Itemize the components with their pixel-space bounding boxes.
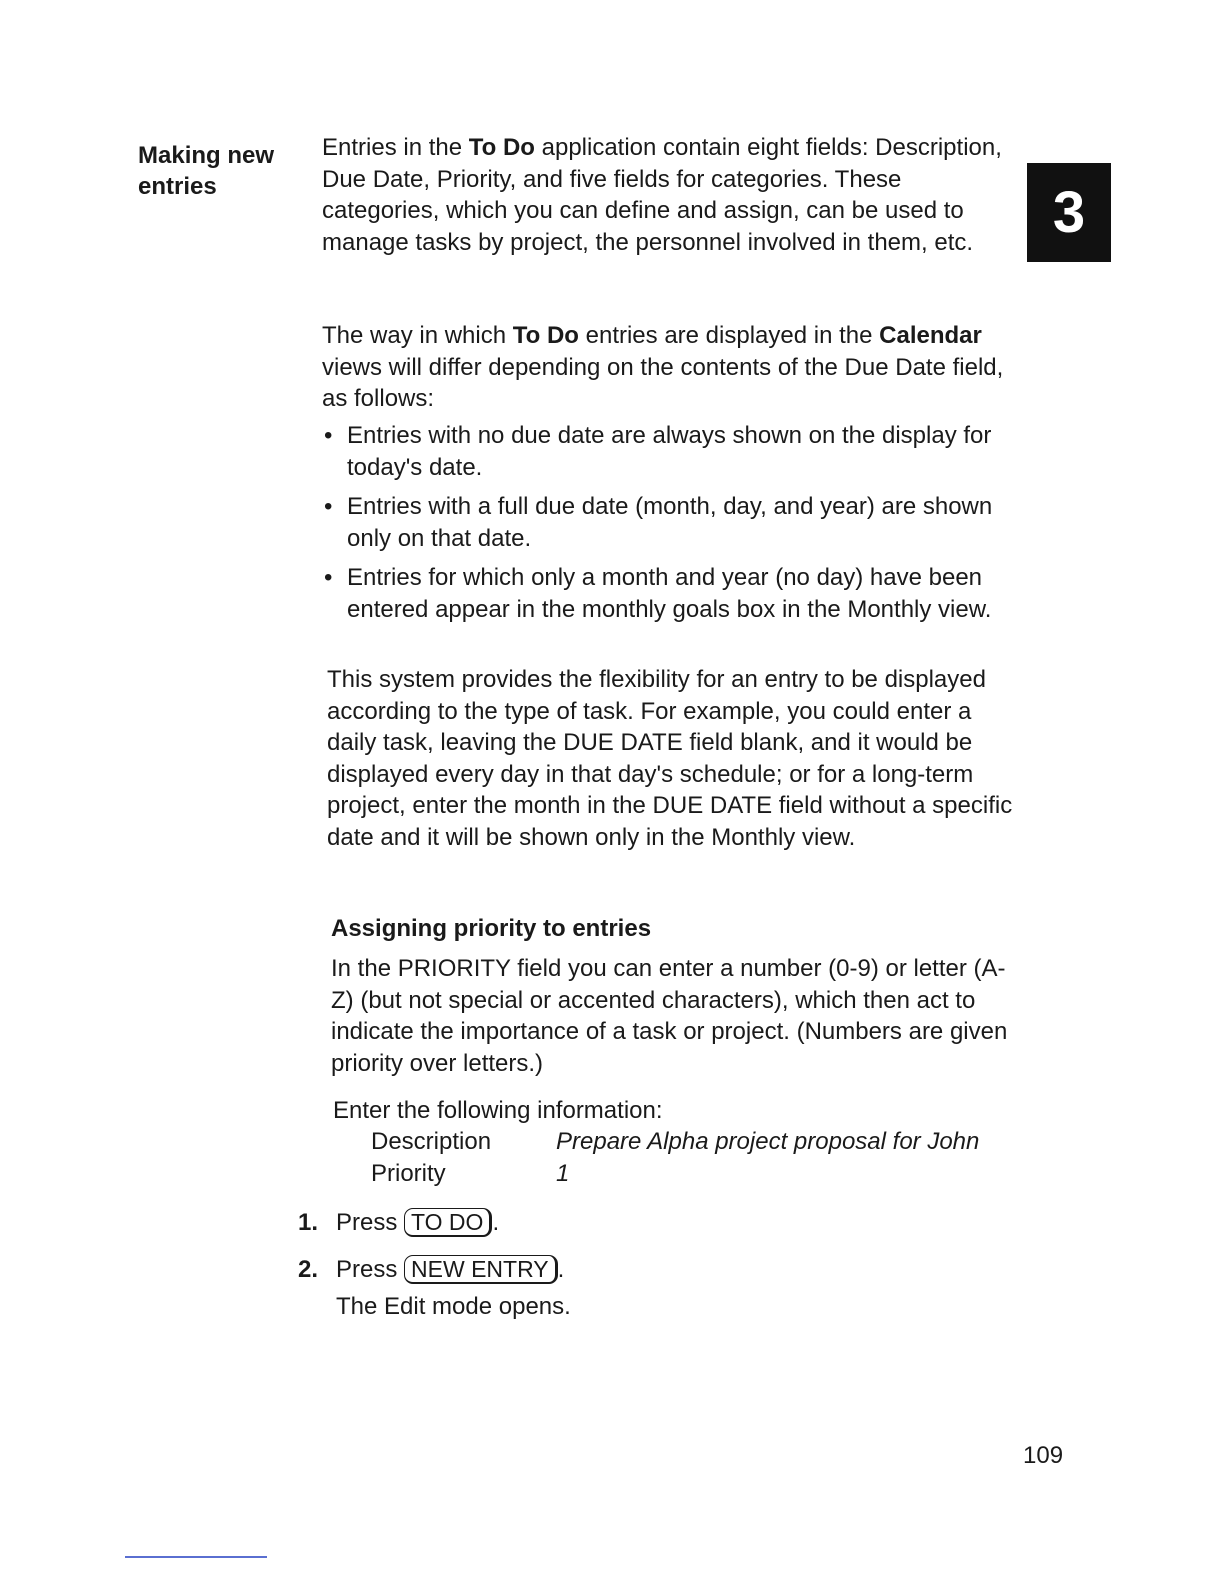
priority-paragraph: In the PRIORITY field you can enter a number (0-9) or letter (A-Z) (but not special or accented characters), which then act to indicate the importance of a task or project. (Numbers are given priority over letters.)	[331, 955, 1008, 1077]
field-row-description	[371, 1126, 979, 1157]
new-entry-key: NEW ENTRY	[404, 1255, 558, 1284]
field-label: Description	[371, 1128, 492, 1155]
intro-text-2: application contain eight fields: Description, Due Date, Priority, and five fields for categories. These categories, which you can define and assign, can be used to manage tasks by project, the personnel involved in them, etc.	[322, 134, 1002, 256]
display-app-name: To Do	[512, 322, 579, 349]
field-row-priority	[371, 1158, 569, 1189]
step-2	[298, 1254, 564, 1285]
list-item	[322, 562, 1012, 625]
display-paragraph	[322, 320, 1012, 415]
display-text-3: views will differ depending on the contents of the Due Date field, as follows:	[322, 353, 1004, 412]
list-item	[322, 491, 1012, 554]
display-text-2: entries are displayed in the	[578, 322, 880, 349]
step-text: Press	[336, 1209, 405, 1236]
priority-heading: Assigning priority to entries	[331, 915, 652, 942]
bullet-icon: •	[324, 493, 333, 520]
step-text: Press	[336, 1256, 405, 1283]
section-heading	[138, 140, 274, 202]
flexibility-paragraph: This system provides the flexibility for an entry to be displayed according to the type of task. For example, you could enter a daily task, leaving the DUE DATE field blank, and it would be displayed every day in that day's schedule; or for a long-term project, enter the month in the DUE DATE field without a specific date and it will be shown only in the Monthly view.	[327, 666, 1013, 851]
field-value: Prepare Alpha project proposal for John	[556, 1128, 980, 1155]
page-number: 109	[1023, 1442, 1064, 1469]
bullet-icon: •	[324, 422, 333, 449]
step-end: .	[492, 1209, 500, 1236]
intro-paragraph	[322, 132, 1012, 258]
bullet-icon: •	[324, 564, 333, 591]
field-value: 1	[556, 1160, 570, 1187]
list-item-text: Entries for which only a month and year (no day) have been entered appear in the monthly goals box in the Monthly view.	[347, 564, 992, 623]
enter-info-line: Enter the following information:	[333, 1097, 663, 1124]
chapter-tab: 3	[1027, 163, 1111, 262]
step-end: .	[557, 1256, 565, 1283]
bottom-rule	[125, 1556, 267, 1558]
intro-text-1: Entries in the	[322, 134, 469, 161]
section-heading-line-2: entries	[138, 173, 217, 200]
step-number: 2.	[298, 1256, 319, 1283]
step-number: 1.	[298, 1209, 319, 1236]
display-text-1: The way in which	[322, 322, 513, 349]
list-item-text: Entries with no due date are always shown on the display for today's date.	[347, 422, 992, 481]
step-result-note: The Edit mode opens.	[336, 1293, 571, 1320]
display-calendar-name: Calendar	[879, 322, 982, 349]
due-date-bullet-list	[322, 420, 1012, 633]
list-item	[322, 420, 1012, 483]
field-label: Priority	[371, 1160, 446, 1187]
step-1	[298, 1207, 499, 1238]
list-item-text: Entries with a full due date (month, day, and year) are shown only on that date.	[347, 493, 993, 552]
todo-key: TO DO	[404, 1208, 492, 1237]
intro-app-name: To Do	[468, 134, 535, 161]
section-heading-line-1: Making new	[138, 142, 275, 169]
